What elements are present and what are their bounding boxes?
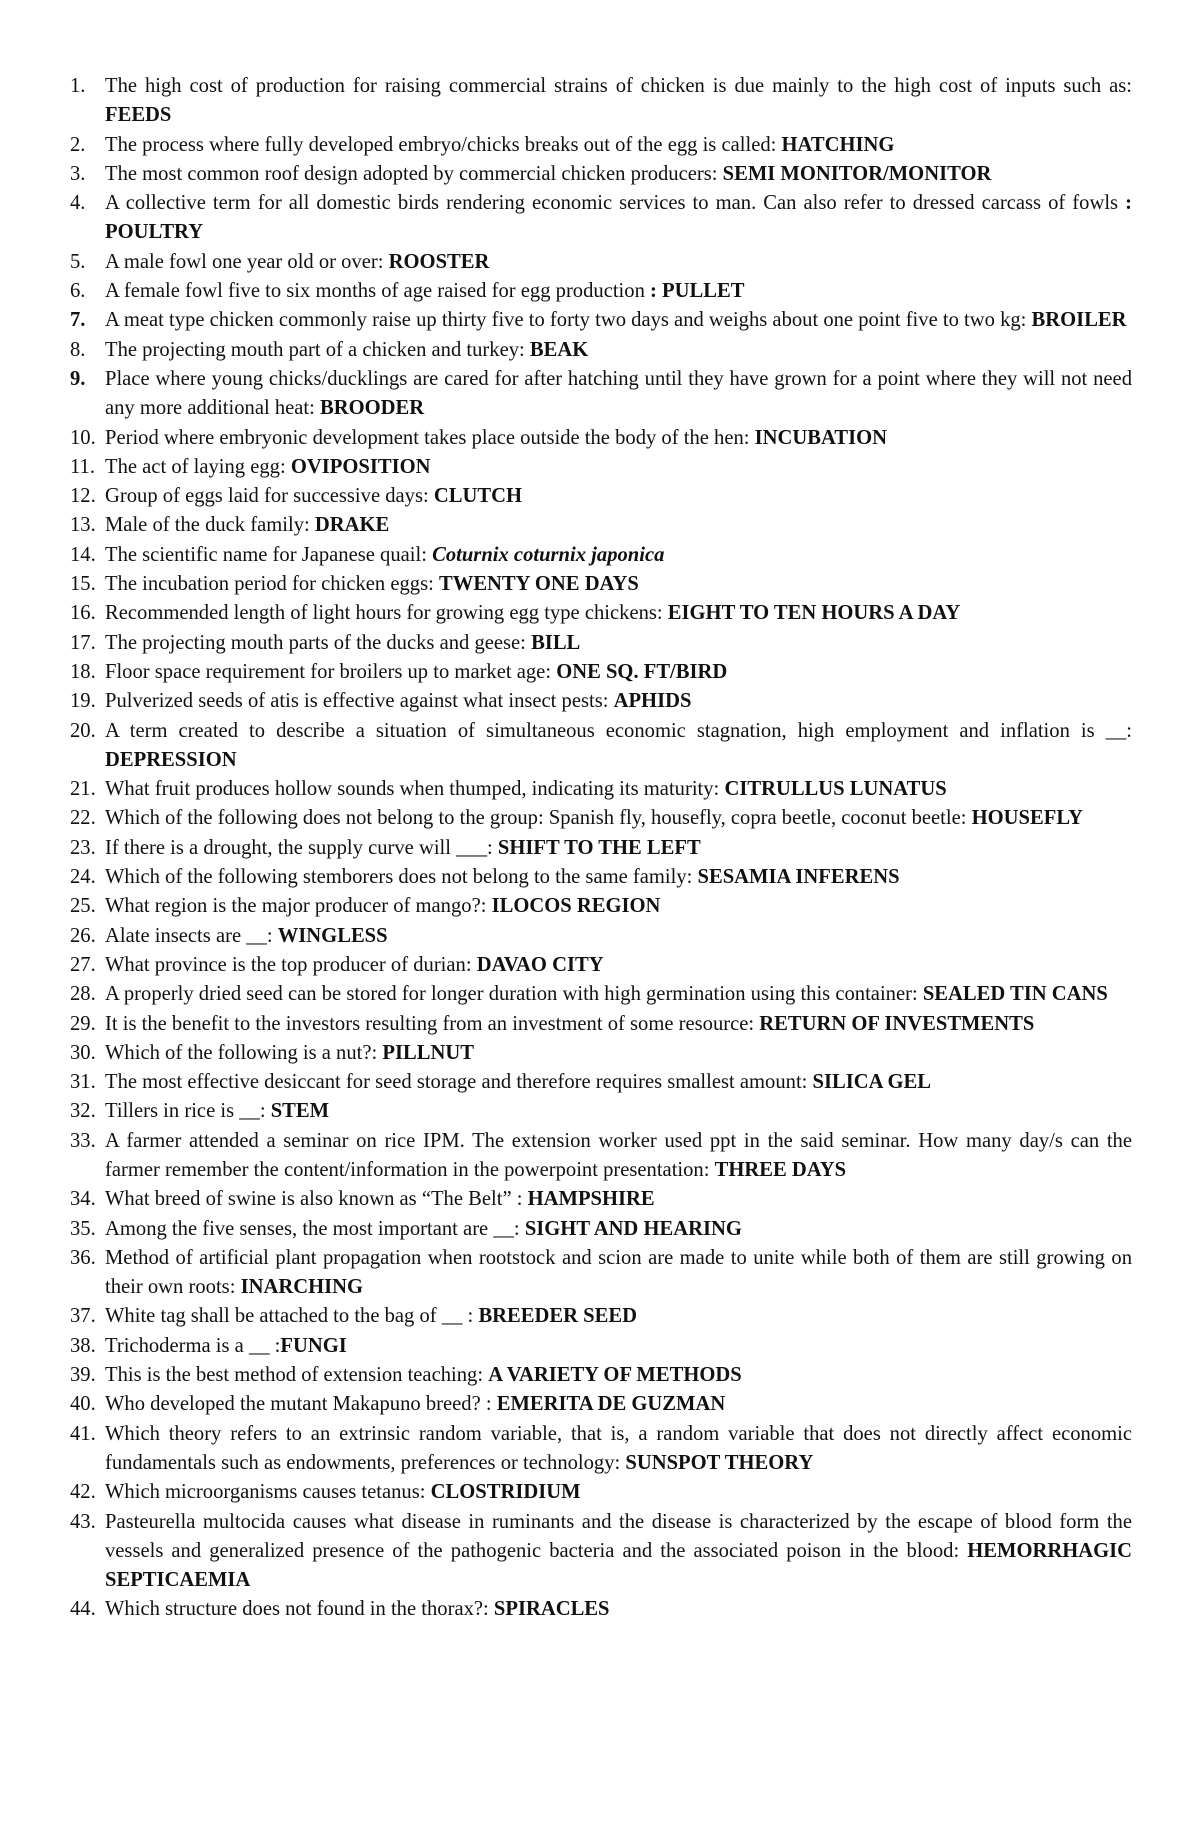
question-text: A female fowl five to six months of age raised for egg production: [105, 280, 645, 303]
answer-text: Coturnix coturnix japonica: [432, 543, 665, 566]
list-item: [70, 541, 1132, 570]
item-body: [105, 365, 1132, 424]
list-item: [70, 1508, 1132, 1596]
item-body: [105, 248, 1132, 277]
answer-text: SESAMIA INFERENS: [697, 866, 900, 889]
item-body: [105, 424, 1132, 453]
list-item: [70, 1215, 1132, 1244]
question-text: Who developed the mutant Makapuno breed? :: [105, 1393, 492, 1416]
item-number: 38.: [70, 1334, 96, 1357]
question-text: Which of the following stemborers does not belong to the same family:: [105, 866, 693, 889]
answer-text: CITRULLUS LUNATUS: [724, 778, 947, 801]
answer-text: SIGHT AND HEARING: [524, 1217, 742, 1240]
question-text: A collective term for all domestic birds rendering economic services to man. Can also refer to dressed carcass of fowls: [105, 192, 1119, 215]
item-body: [105, 160, 1132, 189]
item-body: [105, 1215, 1132, 1244]
list-item: [70, 131, 1132, 160]
question-text: The high cost of production for raising commercial strains of chicken is due mainly to the high cost of inputs such as:: [105, 75, 1132, 97]
answer-text: BREEDER SEED: [478, 1305, 637, 1328]
list-item: [70, 365, 1132, 424]
item-number: 37.: [70, 1305, 96, 1328]
item-body: [105, 277, 1132, 306]
question-list: [70, 72, 1132, 1625]
list-item: [70, 336, 1132, 365]
item-number: 25.: [70, 895, 96, 918]
item-body: [105, 980, 1132, 1009]
list-item: [70, 980, 1132, 1009]
list-item: [70, 1185, 1132, 1214]
list-item: [70, 189, 1132, 248]
list-item: [70, 1010, 1132, 1039]
answer-text: STEM: [270, 1100, 330, 1123]
item-body: [105, 658, 1132, 687]
list-item: [70, 629, 1132, 658]
question-text: This is the best method of extension teaching:: [105, 1364, 484, 1387]
question-text: It is the benefit to the investors resulting from an investment of some resource:: [105, 1012, 755, 1035]
item-body: [105, 511, 1132, 540]
item-number: 2.: [70, 133, 86, 156]
item-body: [105, 1478, 1132, 1507]
list-item: [70, 922, 1132, 951]
question-text: What region is the major producer of mango?:: [105, 895, 487, 918]
list-item: [70, 775, 1132, 804]
answer-text: HEMORRHAGIC SEPTICAEMIA: [105, 1539, 1132, 1592]
question-text: A farmer attended a seminar on rice IPM. The extension worker used ppt in the said seminar. How many day/s can the farmer remember the content/information in the powerpoint presentation:: [105, 1129, 1132, 1181]
item-body: [105, 804, 1132, 833]
item-number: 11.: [70, 455, 95, 478]
item-body: [105, 189, 1132, 248]
question-text: Trichoderma is a __ :: [105, 1334, 281, 1357]
answer-text: FEEDS: [105, 104, 172, 127]
item-body: [105, 1185, 1132, 1214]
item-number: 16.: [70, 602, 96, 625]
item-number: 1.: [70, 75, 86, 97]
question-text: Place where young chicks/ducklings are cared for after hatching until they have grown for a point where they will not need any more additional heat:: [105, 367, 1132, 420]
list-item: [70, 1302, 1132, 1331]
item-number: 44.: [70, 1598, 96, 1621]
list-item: [70, 804, 1132, 833]
question-text: The most effective desiccant for seed storage and therefore requires smallest amount:: [105, 1071, 808, 1094]
list-item: [70, 1127, 1132, 1186]
question-text: Recommended length of light hours for growing egg type chickens:: [105, 602, 663, 625]
answer-text: ONE SQ. FT/BIRD: [556, 660, 728, 683]
item-number: 20.: [70, 719, 96, 742]
item-body: [105, 717, 1132, 776]
item-number: 27.: [70, 953, 96, 976]
question-text: The scientific name for Japanese quail:: [105, 543, 427, 566]
item-body: [105, 1595, 1132, 1624]
item-body: [105, 482, 1132, 511]
answer-text: SEALED TIN CANS: [922, 983, 1108, 1006]
item-body: [105, 72, 1132, 131]
item-body: [105, 1332, 1132, 1361]
item-number: 9.: [70, 367, 86, 390]
item-number: 24.: [70, 866, 96, 889]
answer-text: TWENTY ONE DAYS: [438, 573, 639, 596]
list-item: [70, 892, 1132, 921]
answer-text: DAVAO CITY: [476, 953, 604, 976]
answer-text: SEMI MONITOR/MONITOR: [722, 162, 992, 185]
item-number: 13.: [70, 514, 96, 537]
answer-text: WINGLESS: [277, 924, 388, 947]
answer-text: INARCHING: [240, 1276, 364, 1299]
list-item: [70, 453, 1132, 482]
item-body: [105, 599, 1132, 628]
answer-text: CLUTCH: [433, 485, 522, 508]
item-body: [105, 306, 1132, 335]
list-item: [70, 1390, 1132, 1419]
item-number: 4.: [70, 192, 86, 215]
question-text: The process where fully developed embryo/chicks breaks out of the egg is called:: [105, 133, 777, 156]
answer-text: APHIDS: [613, 690, 692, 713]
question-text: Method of artificial plant propagation when rootstock and scion are made to unite while both of them are still growing on their own roots:: [105, 1246, 1132, 1299]
item-number: 42.: [70, 1481, 96, 1504]
question-text: Which structure does not found in the thorax?:: [105, 1598, 489, 1621]
question-text: Tillers in rice is __:: [105, 1100, 266, 1123]
answer-text: DRAKE: [314, 514, 390, 537]
item-body: [105, 1097, 1132, 1126]
list-item: [70, 687, 1132, 716]
answer-text: A VARIETY OF METHODS: [488, 1364, 742, 1387]
item-number: 5.: [70, 250, 86, 273]
question-text: White tag shall be attached to the bag of __ :: [105, 1305, 474, 1328]
answer-text: HOUSEFLY: [971, 807, 1084, 830]
list-item: [70, 717, 1132, 776]
list-item: [70, 1039, 1132, 1068]
list-item: [70, 277, 1132, 306]
item-number: 32.: [70, 1100, 96, 1123]
item-body: [105, 131, 1132, 160]
answer-text: SPIRACLES: [493, 1598, 610, 1621]
item-number: 34.: [70, 1188, 96, 1211]
question-text: A properly dried seed can be stored for longer duration with high germination using this container:: [105, 983, 918, 1006]
question-text: Among the five senses, the most important are __:: [105, 1217, 520, 1240]
answer-text: OVIPOSITION: [290, 455, 431, 478]
answer-text: SHIFT TO THE LEFT: [497, 836, 701, 859]
list-item: [70, 160, 1132, 189]
answer-text: ROOSTER: [388, 250, 490, 273]
item-body: [105, 922, 1132, 951]
question-text: Which of the following is a nut?:: [105, 1041, 378, 1064]
answer-text: DEPRESSION: [105, 748, 237, 771]
question-text: What province is the top producer of durian:: [105, 953, 472, 976]
item-body: [105, 1127, 1132, 1186]
list-item: [70, 1478, 1132, 1507]
item-number: 6.: [70, 280, 86, 303]
list-item: [70, 570, 1132, 599]
item-number: 40.: [70, 1393, 96, 1416]
item-number: 17.: [70, 631, 96, 654]
question-text: What breed of swine is also known as “The Belt” :: [105, 1188, 523, 1211]
item-body: [105, 687, 1132, 716]
answer-text: CLOSTRIDIUM: [430, 1481, 581, 1504]
question-text: Floor space requirement for broilers up to market age:: [105, 660, 552, 683]
answer-text: INCUBATION: [754, 426, 888, 449]
item-body: [105, 1390, 1132, 1419]
list-item: [70, 834, 1132, 863]
question-text: The projecting mouth parts of the ducks and geese:: [105, 631, 526, 654]
item-number: 33.: [70, 1129, 96, 1152]
question-text: The most common roof design adopted by commercial chicken producers:: [105, 162, 718, 185]
answer-text: BROILER: [1031, 309, 1127, 332]
item-body: [105, 1508, 1132, 1596]
list-item: [70, 1097, 1132, 1126]
list-item: [70, 511, 1132, 540]
list-item: [70, 1420, 1132, 1479]
answer-text: FUNGI: [280, 1334, 347, 1357]
answer-text: THREE DAYS: [714, 1158, 847, 1181]
list-item: [70, 1068, 1132, 1097]
list-item: [70, 1361, 1132, 1390]
question-text: The projecting mouth part of a chicken and turkey:: [105, 338, 525, 361]
item-number: 8.: [70, 338, 86, 361]
item-number: 7.: [70, 309, 86, 332]
question-text: Alate insects are __:: [105, 924, 273, 947]
item-number: 14.: [70, 543, 96, 566]
item-body: [105, 1010, 1132, 1039]
question-text: A meat type chicken commonly raise up thirty five to forty two days and weighs about one point five to two kg:: [105, 309, 1027, 332]
question-text: Group of eggs laid for successive days:: [105, 485, 429, 508]
question-text: The incubation period for chicken eggs:: [105, 573, 434, 596]
item-body: [105, 1244, 1132, 1303]
question-text: The act of laying egg:: [105, 455, 286, 478]
item-number: 3.: [70, 162, 86, 185]
item-number: 39.: [70, 1364, 96, 1387]
list-item: [70, 482, 1132, 511]
item-number: 12.: [70, 485, 96, 508]
item-body: [105, 453, 1132, 482]
item-body: [105, 570, 1132, 599]
item-number: 19.: [70, 690, 96, 713]
list-item: [70, 1332, 1132, 1361]
answer-text: PILLNUT: [382, 1041, 474, 1064]
answer-text: HATCHING: [781, 133, 895, 156]
answer-text: SILICA GEL: [812, 1071, 932, 1094]
question-text: What fruit produces hollow sounds when thumped, indicating its maturity:: [105, 778, 720, 801]
list-item: [70, 1244, 1132, 1303]
item-body: [105, 834, 1132, 863]
list-item: [70, 72, 1132, 131]
item-number: 43.: [70, 1510, 96, 1533]
item-number: 41.: [70, 1422, 96, 1445]
item-number: 15.: [70, 573, 96, 596]
question-text: Pulverized seeds of atis is effective against what insect pests:: [105, 690, 609, 713]
question-text: Pasteurella multocida causes what disease in ruminants and the disease is characterized by the escape of blood form the vessels and generalized presence of the pathogenic bacteria and the associated poison in the blood:: [105, 1510, 1132, 1562]
answer-text: BEAK: [529, 338, 589, 361]
item-body: [105, 775, 1132, 804]
answer-text: HAMPSHIRE: [527, 1188, 655, 1211]
item-body: [105, 541, 1132, 570]
item-number: 18.: [70, 660, 96, 683]
question-text: Period where embryonic development takes place outside the body of the hen:: [105, 426, 750, 449]
item-body: [105, 892, 1132, 921]
question-text: If there is a drought, the supply curve will ___:: [105, 836, 493, 859]
question-text: A term created to describe a situation of simultaneous economic stagnation, high employment and inflation is __:: [105, 719, 1132, 742]
list-item: [70, 248, 1132, 277]
answer-text: BROODER: [320, 397, 425, 420]
item-body: [105, 1302, 1132, 1331]
item-body: [105, 1068, 1132, 1097]
answer-text: EMERITA DE GUZMAN: [496, 1393, 726, 1416]
list-item: [70, 658, 1132, 687]
answer-text: SUNSPOT THEORY: [625, 1451, 814, 1474]
answer-text: EIGHT TO TEN HOURS A DAY: [667, 602, 961, 625]
item-body: [105, 1361, 1132, 1390]
list-item: [70, 1595, 1132, 1624]
item-body: [105, 1420, 1132, 1479]
question-text: Which of the following does not belong to the group: Spanish fly, housefly, copra beetle, coconut beetle:: [105, 807, 967, 830]
list-item: [70, 951, 1132, 980]
list-item: [70, 863, 1132, 892]
item-number: 26.: [70, 924, 96, 947]
item-number: 28.: [70, 983, 96, 1006]
item-number: 30.: [70, 1041, 96, 1064]
item-body: [105, 629, 1132, 658]
item-number: 22.: [70, 807, 96, 830]
question-text: Male of the duck family:: [105, 514, 310, 537]
list-item: [70, 306, 1132, 335]
item-body: [105, 951, 1132, 980]
item-number: 21.: [70, 778, 96, 801]
item-number: 29.: [70, 1012, 96, 1035]
question-text: Which microorganisms causes tetanus:: [105, 1481, 426, 1504]
item-body: [105, 1039, 1132, 1068]
item-number: 23.: [70, 836, 96, 859]
answer-text: ILOCOS REGION: [491, 895, 661, 918]
answer-text: BILL: [531, 631, 581, 654]
item-body: [105, 336, 1132, 365]
item-body: [105, 863, 1132, 892]
answer-text: : POULTRY: [105, 192, 1132, 244]
question-text: Which theory refers to an extrinsic random variable, that is, a random variable that does not directly affect economic fundamentals such as endowments, preferences or technology:: [105, 1422, 1132, 1474]
question-text: A male fowl one year old or over:: [105, 250, 384, 273]
list-item: [70, 424, 1132, 453]
item-number: 36.: [70, 1246, 96, 1269]
answer-text: RETURN OF INVESTMENTS: [759, 1012, 1035, 1035]
item-number: 10.: [70, 426, 96, 449]
answer-text: : PULLET: [650, 280, 745, 303]
item-number: 31.: [70, 1071, 96, 1094]
item-number: 35.: [70, 1217, 96, 1240]
list-item: [70, 599, 1132, 628]
